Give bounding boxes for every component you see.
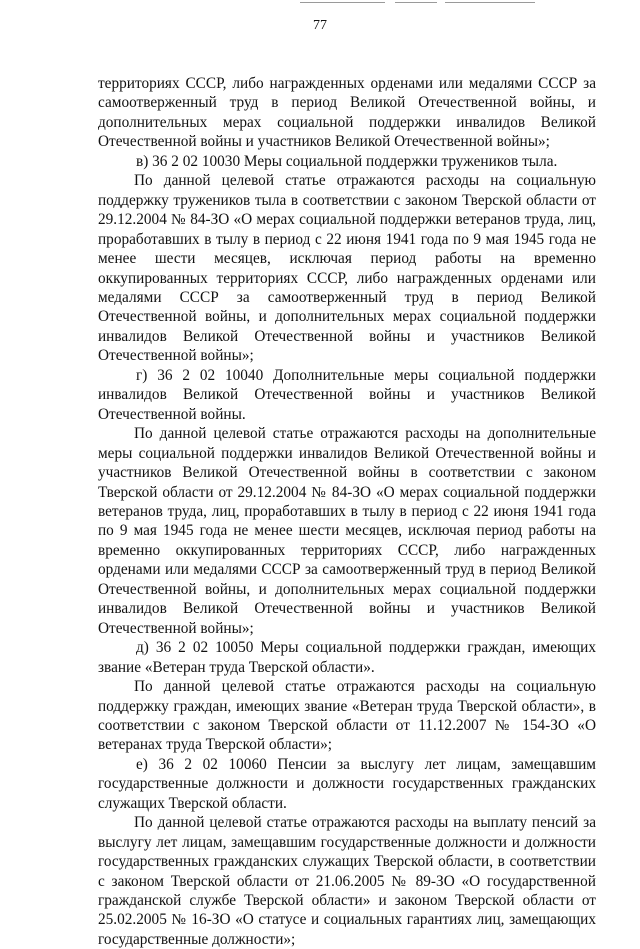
paragraph: По данной целевой статье отражаются расходы на социальную поддержку тружеников тыла в соответствии с законом Тверской области от 29.12.2004 № 84-ЗО «О мерах социальной поддержки ветеранов труда, лиц, проработавших в тылу в период с 22 июня 1941 года по 9 мая 1945 года не менее шести месяцев, исключая период работы на временно оккупированных территориях СССР, либо награжденных орденами или медалями СССР за самоотверженный труд в период Великой Отечественной войны, и дополнительных мерах социальной поддержки инвалидов Великой Отечественной войны и участников Великой Отечественной войны»; — [98, 172, 596, 365]
scan-edge-line — [445, 2, 535, 3]
scan-edge-line — [300, 2, 385, 3]
list-item-paragraph: д) 36 2 02 10050 Меры социальной поддержки граждан, имеющих звание «Ветеран труда Тверской области». — [98, 639, 596, 676]
paragraph: территориях СССР, либо награжденных орденами или медалями СССР за самоотверженный труд в период Великой Отечественной войны, и дополнительных мерах социальной поддержки инвалидов Великой Отечественной войны и участников Великой Отечественной войны»; — [98, 75, 596, 151]
paragraph: По данной целевой статье отражаются расходы на дополнительные меры социальной поддержки инвалидов Великой Отечественной войны и участников Великой Отечественной войны в соответствии с законом Тверской области от 29.12.2004 № 84-ЗО «О мерах социальной поддержки ветеранов труда, лиц, проработавших в тылу в период с 22 июня 1941 года по 9 мая 1945 года не менее шести месяцев, исключая период работы на временно оккупированных территориях СССР, либо награжденных орденами или медалями СССР за самоотверженный труд в период Великой Отечественной войны, и дополнительных мерах социальной поддержки инвалидов Великой Отечественной войны и участников Великой Отечественной войны»; — [98, 425, 596, 637]
paragraph: По данной целевой статье отражаются расходы на социальную поддержку граждан, имеющих звание «Ветеран труда Тверской области», в соответствии с законом Тверской области от 11.12.2007 № 154-ЗО «О ветеранах труда Тверской области»; — [98, 678, 596, 754]
paragraph: По данной целевой статье отражаются расходы на выплату пенсий за выслугу лет лицам, замещавшим государственные должности и должности государственных гражданских служащих Тверской области, в соответствии с законом Тверской области от 21.06.2005 № 89-ЗО «О государственной гражданской службе Тверской области» и законом Тверской области от 25.02.2005 № 16-ЗО «О статусе и социальных гарантиях лиц, замещающих государственные должности»; — [98, 814, 596, 948]
list-item-paragraph: г) 36 2 02 10040 Дополнительные меры социальной поддержки инвалидов Великой Отечественной войны и участников Великой Отечественной войны. — [98, 366, 596, 423]
page-number: 77 — [313, 18, 327, 33]
list-item-paragraph: е) 36 2 02 10060 Пенсии за выслугу лет лицам, замещавшим государственные должности и должности государственных гражданских служащих Тверской области. — [98, 755, 596, 812]
list-item-paragraph: в) 36 2 02 10030 Меры социальной поддержки тружеников тыла. — [136, 152, 558, 170]
scan-edge-line — [395, 2, 437, 3]
body-text — [98, 74, 596, 949]
